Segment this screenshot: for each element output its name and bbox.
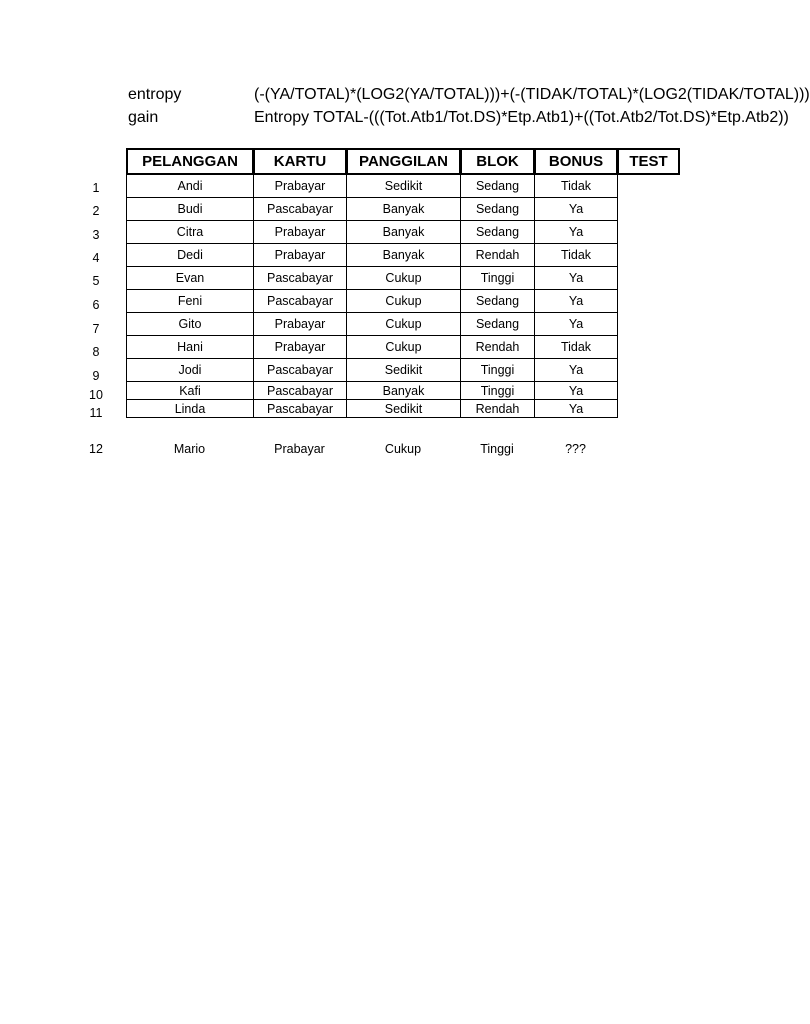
row-number: 1 xyxy=(92,181,100,195)
cell-test[interactable] xyxy=(618,336,680,359)
table-row xyxy=(127,221,680,244)
cell-panggilan[interactable]: Banyak xyxy=(347,382,461,400)
cell-panggilan[interactable]: Cukup xyxy=(347,336,461,359)
table-row xyxy=(127,290,680,313)
table-row xyxy=(127,359,680,382)
cell-blok[interactable]: Sedang xyxy=(461,198,535,221)
cell-test[interactable] xyxy=(618,400,680,418)
cell-bonus[interactable]: Tidak xyxy=(535,336,618,359)
table-row xyxy=(127,336,680,359)
cell-test[interactable] xyxy=(618,175,680,198)
table-row xyxy=(127,244,680,267)
row-number: 11 xyxy=(89,406,103,420)
cell-kartu[interactable]: Prabayar xyxy=(254,336,347,359)
cell-pelanggan[interactable]: Gito xyxy=(127,313,254,336)
cell-panggilan[interactable]: Sedikit xyxy=(347,400,461,418)
cell-bonus[interactable]: Ya xyxy=(535,400,618,418)
cell-bonus[interactable]: Ya xyxy=(535,290,618,313)
cell-kartu[interactable]: Prabayar xyxy=(254,313,347,336)
cell-kartu[interactable]: Prabayar xyxy=(254,221,347,244)
test-cell-pelanggan[interactable]: Mario xyxy=(173,442,206,456)
cell-test[interactable] xyxy=(618,359,680,382)
cell-panggilan[interactable]: Banyak xyxy=(347,221,461,244)
gain-formula: Entropy TOTAL-(((Tot.Atb1/Tot.DS)*Etp.Atb1)+((Tot.Atb2/Tot.DS)*Etp.Atb2)) xyxy=(254,109,789,126)
table-row xyxy=(127,313,680,336)
cell-blok[interactable]: Tinggi xyxy=(461,382,535,400)
entropy-label: entropy xyxy=(128,86,182,103)
cell-blok[interactable]: Sedang xyxy=(461,175,535,198)
cell-kartu[interactable]: Prabayar xyxy=(254,175,347,198)
cell-test[interactable] xyxy=(618,313,680,336)
row-number: 8 xyxy=(92,345,100,359)
header-blok[interactable]: BLOK xyxy=(461,149,535,175)
cell-panggilan[interactable]: Banyak xyxy=(347,244,461,267)
cell-blok[interactable]: Tinggi xyxy=(461,359,535,382)
row-number: 5 xyxy=(92,274,100,288)
customer-table xyxy=(126,148,680,418)
cell-blok[interactable]: Sedang xyxy=(461,313,535,336)
row-number: 12 xyxy=(89,442,103,456)
test-cell-blok[interactable]: Tinggi xyxy=(480,442,514,456)
cell-bonus[interactable]: Tidak xyxy=(535,244,618,267)
cell-bonus[interactable]: Ya xyxy=(535,221,618,244)
cell-pelanggan[interactable]: Andi xyxy=(127,175,254,198)
cell-panggilan[interactable]: Banyak xyxy=(347,198,461,221)
cell-kartu[interactable]: Pascabayar xyxy=(254,400,347,418)
header-panggilan[interactable]: PANGGILAN xyxy=(347,149,461,175)
cell-blok[interactable]: Rendah xyxy=(461,400,535,418)
cell-panggilan[interactable]: Sedikit xyxy=(347,175,461,198)
cell-bonus[interactable]: Ya xyxy=(535,359,618,382)
cell-bonus[interactable]: Ya xyxy=(535,382,618,400)
test-cell-kartu[interactable]: Prabayar xyxy=(274,442,325,456)
table-row xyxy=(127,400,680,418)
cell-kartu[interactable]: Pascabayar xyxy=(254,267,347,290)
header-test[interactable]: TEST xyxy=(618,149,680,175)
cell-pelanggan[interactable]: Kafi xyxy=(127,382,254,400)
gain-label: gain xyxy=(128,109,159,126)
test-cell-bonus[interactable]: ??? xyxy=(565,442,586,456)
cell-pelanggan[interactable]: Citra xyxy=(127,221,254,244)
header-bonus[interactable]: BONUS xyxy=(535,149,618,175)
cell-panggilan[interactable]: Cukup xyxy=(347,267,461,290)
row-number: 2 xyxy=(92,204,100,218)
row-number: 3 xyxy=(92,228,100,242)
cell-test[interactable] xyxy=(618,290,680,313)
cell-pelanggan[interactable]: Budi xyxy=(127,198,254,221)
row-number: 7 xyxy=(92,322,100,336)
cell-panggilan[interactable]: Cukup xyxy=(347,313,461,336)
cell-pelanggan[interactable]: Linda xyxy=(127,400,254,418)
cell-pelanggan[interactable]: Evan xyxy=(127,267,254,290)
cell-test[interactable] xyxy=(618,221,680,244)
entropy-formula: (-(YA/TOTAL)*(LOG2(YA/TOTAL)))+(-(TIDAK/TOTAL)*(LOG2(TIDAK/TOTAL))) xyxy=(254,86,810,103)
cell-test[interactable] xyxy=(618,267,680,290)
cell-test[interactable] xyxy=(618,244,680,267)
cell-panggilan[interactable]: Cukup xyxy=(347,290,461,313)
header-pelanggan[interactable]: PELANGGAN xyxy=(127,149,254,175)
cell-pelanggan[interactable]: Dedi xyxy=(127,244,254,267)
table-header-row xyxy=(127,149,680,175)
cell-pelanggan[interactable]: Jodi xyxy=(127,359,254,382)
row-number: 9 xyxy=(92,369,100,383)
table-row xyxy=(127,198,680,221)
cell-blok[interactable]: Rendah xyxy=(461,336,535,359)
cell-blok[interactable]: Tinggi xyxy=(461,267,535,290)
cell-bonus[interactable]: Ya xyxy=(535,313,618,336)
cell-blok[interactable]: Rendah xyxy=(461,244,535,267)
row-number: 4 xyxy=(92,251,100,265)
cell-kartu[interactable]: Pascabayar xyxy=(254,290,347,313)
cell-pelanggan[interactable]: Hani xyxy=(127,336,254,359)
table-row xyxy=(127,267,680,290)
cell-pelanggan[interactable]: Feni xyxy=(127,290,254,313)
cell-kartu[interactable]: Pascabayar xyxy=(254,359,347,382)
cell-panggilan[interactable]: Sedikit xyxy=(347,359,461,382)
cell-test[interactable] xyxy=(618,382,680,400)
cell-bonus[interactable]: Ya xyxy=(535,267,618,290)
cell-bonus[interactable]: Tidak xyxy=(535,175,618,198)
header-kartu[interactable]: KARTU xyxy=(254,149,347,175)
row-number: 10 xyxy=(89,388,103,402)
cell-kartu[interactable]: Prabayar xyxy=(254,244,347,267)
table-row xyxy=(127,175,680,198)
cell-test[interactable] xyxy=(618,198,680,221)
table-row xyxy=(127,382,680,400)
cell-bonus[interactable]: Ya xyxy=(535,198,618,221)
cell-blok[interactable]: Sedang xyxy=(461,290,535,313)
cell-kartu[interactable]: Pascabayar xyxy=(254,198,347,221)
row-number: 6 xyxy=(92,298,100,312)
test-cell-panggilan[interactable]: Cukup xyxy=(384,442,422,456)
cell-kartu[interactable]: Pascabayar xyxy=(254,382,347,400)
cell-blok[interactable]: Sedang xyxy=(461,221,535,244)
